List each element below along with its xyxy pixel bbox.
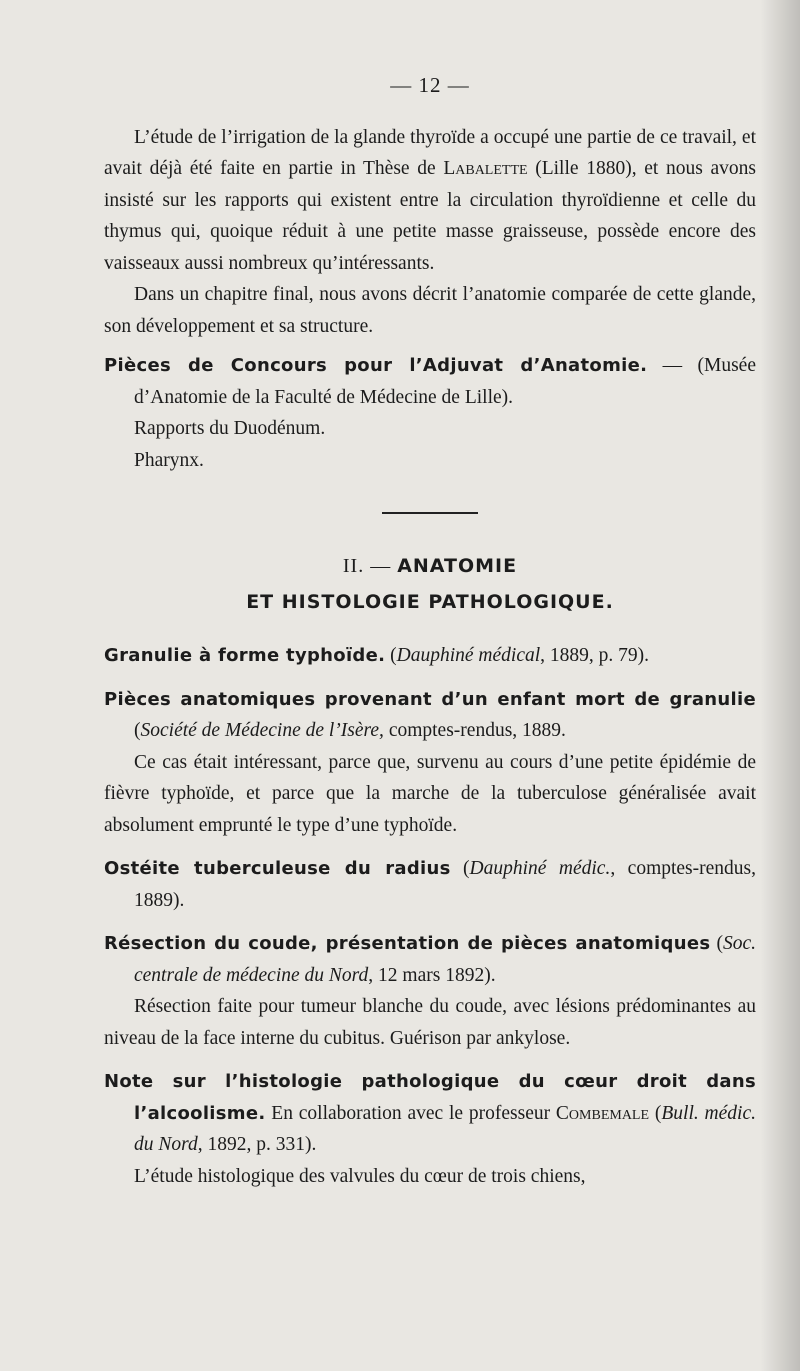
page-edge-shadow (760, 0, 800, 1371)
entry-pieces-title: Pièces anatomiques provenant d’un enfant mort de granulie (104, 688, 756, 710)
entry-pieces-open: ( (134, 720, 141, 741)
entry-pieces-ref: comptes-rendus, 1889. (383, 720, 566, 741)
entry-note-open: ( (649, 1102, 662, 1124)
intro-paragraph-2: Dans un chapitre final, nous avons décrit l’anatomie comparée de cette glande, son développement et sa structure. (104, 284, 756, 337)
document-page (104, 70, 756, 1192)
entry-resection-title: Résection du coude, présentation de pièces anatomiques (104, 933, 711, 954)
entry-osteite-open: ( (450, 858, 470, 879)
intro-text-a: L’étude de l’irrigation de la glande thyroïde a occupé une partie de ce travail, et avait déjà été faite en partie in Thèse de (104, 126, 756, 179)
concours-item-duodenum: Rapports du Duodénum. (134, 418, 326, 439)
entry-note-title: Note sur l’histologie pathologique du cœur droit dans l’alcoolisme. (104, 1071, 756, 1124)
section-divider (382, 512, 478, 514)
entry-granulie (104, 640, 756, 672)
entry-pieces-journal: Société de Médecine de l’Isère, (140, 720, 384, 741)
entry-osteite-title: Ostéite tuberculeuse du radius (104, 858, 451, 879)
intro-paragraph-1 (104, 122, 756, 280)
entry-granulie-title: Granulie à forme typhoïde. (104, 645, 386, 666)
entry-note-ref: , 1892, p. 331). (197, 1134, 317, 1155)
section-title-line-1: ANATOMIE (397, 555, 518, 577)
entry-note-collab: En collaboration avec le professeur (265, 1102, 556, 1124)
concours-entry (104, 350, 756, 413)
entry-resection-ref: , 12 mars 1892). (368, 964, 496, 986)
entry-granulie-ref: , 1889, p. 79). (540, 645, 650, 666)
entry-resection (104, 928, 756, 991)
concours-source: — (Musée d’Anatomie de la Faculté de Médecine de Lille). (134, 355, 756, 408)
entry-granulie-journal: Dauphiné médical (396, 645, 541, 666)
page-number: — 12 — (390, 73, 470, 97)
entry-note-description: L’étude histologique des valvules du cœur de trois chiens, (134, 1165, 586, 1187)
entry-osteite (104, 853, 756, 916)
section-number: II. — (342, 555, 398, 577)
entry-resection-description: Résection faite pour tumeur blanche du coude, avec lésions prédominantes au niveau de la face interne du cubitus. Guérison par ankylose. (104, 996, 756, 1049)
entry-note-journal: Bull. médic. du Nord (134, 1102, 756, 1155)
section-heading (104, 548, 756, 620)
entry-note-histologie (104, 1066, 756, 1161)
intro-text-b: (Lille 1880), et nous avons insisté sur les rapports qui existent entre la circulation thyroïdienne et celle du thymus qui, quoique réduit à une petite masse graisseuse, possède encore des vaisseaux aussi nombreux qu’intéressants. (104, 158, 756, 274)
entry-pieces-description: Ce cas était intéressant, parce que, survenu au cours d’une petite épidémie de fièvre typhoïde, et parce que la marche de la tuberculose généralisée avait absolument emprunté le type d’une typhoïde. (104, 751, 756, 836)
section-title-line-2: ET HISTOLOGIE PATHOLOGIQUE. (246, 591, 614, 613)
entry-resection-journal: Soc. centrale de médecine du Nord (134, 933, 756, 986)
entry-osteite-journal: Dauphiné médic. (469, 858, 611, 879)
concours-item-pharynx: Pharynx. (134, 449, 204, 471)
concours-title: Pièces de Concours pour l’Adjuvat d’Anatomie. (104, 355, 648, 376)
entry-pieces-anatomiques (104, 684, 756, 747)
entry-osteite-ref: , comptes-rendus, 1889). (134, 858, 757, 911)
author-name-labalette: Labalette (443, 158, 528, 179)
entry-granulie-open: ( (385, 645, 397, 666)
entry-resection-open: ( (710, 933, 723, 954)
author-name-combemale: Combemale (555, 1102, 650, 1124)
